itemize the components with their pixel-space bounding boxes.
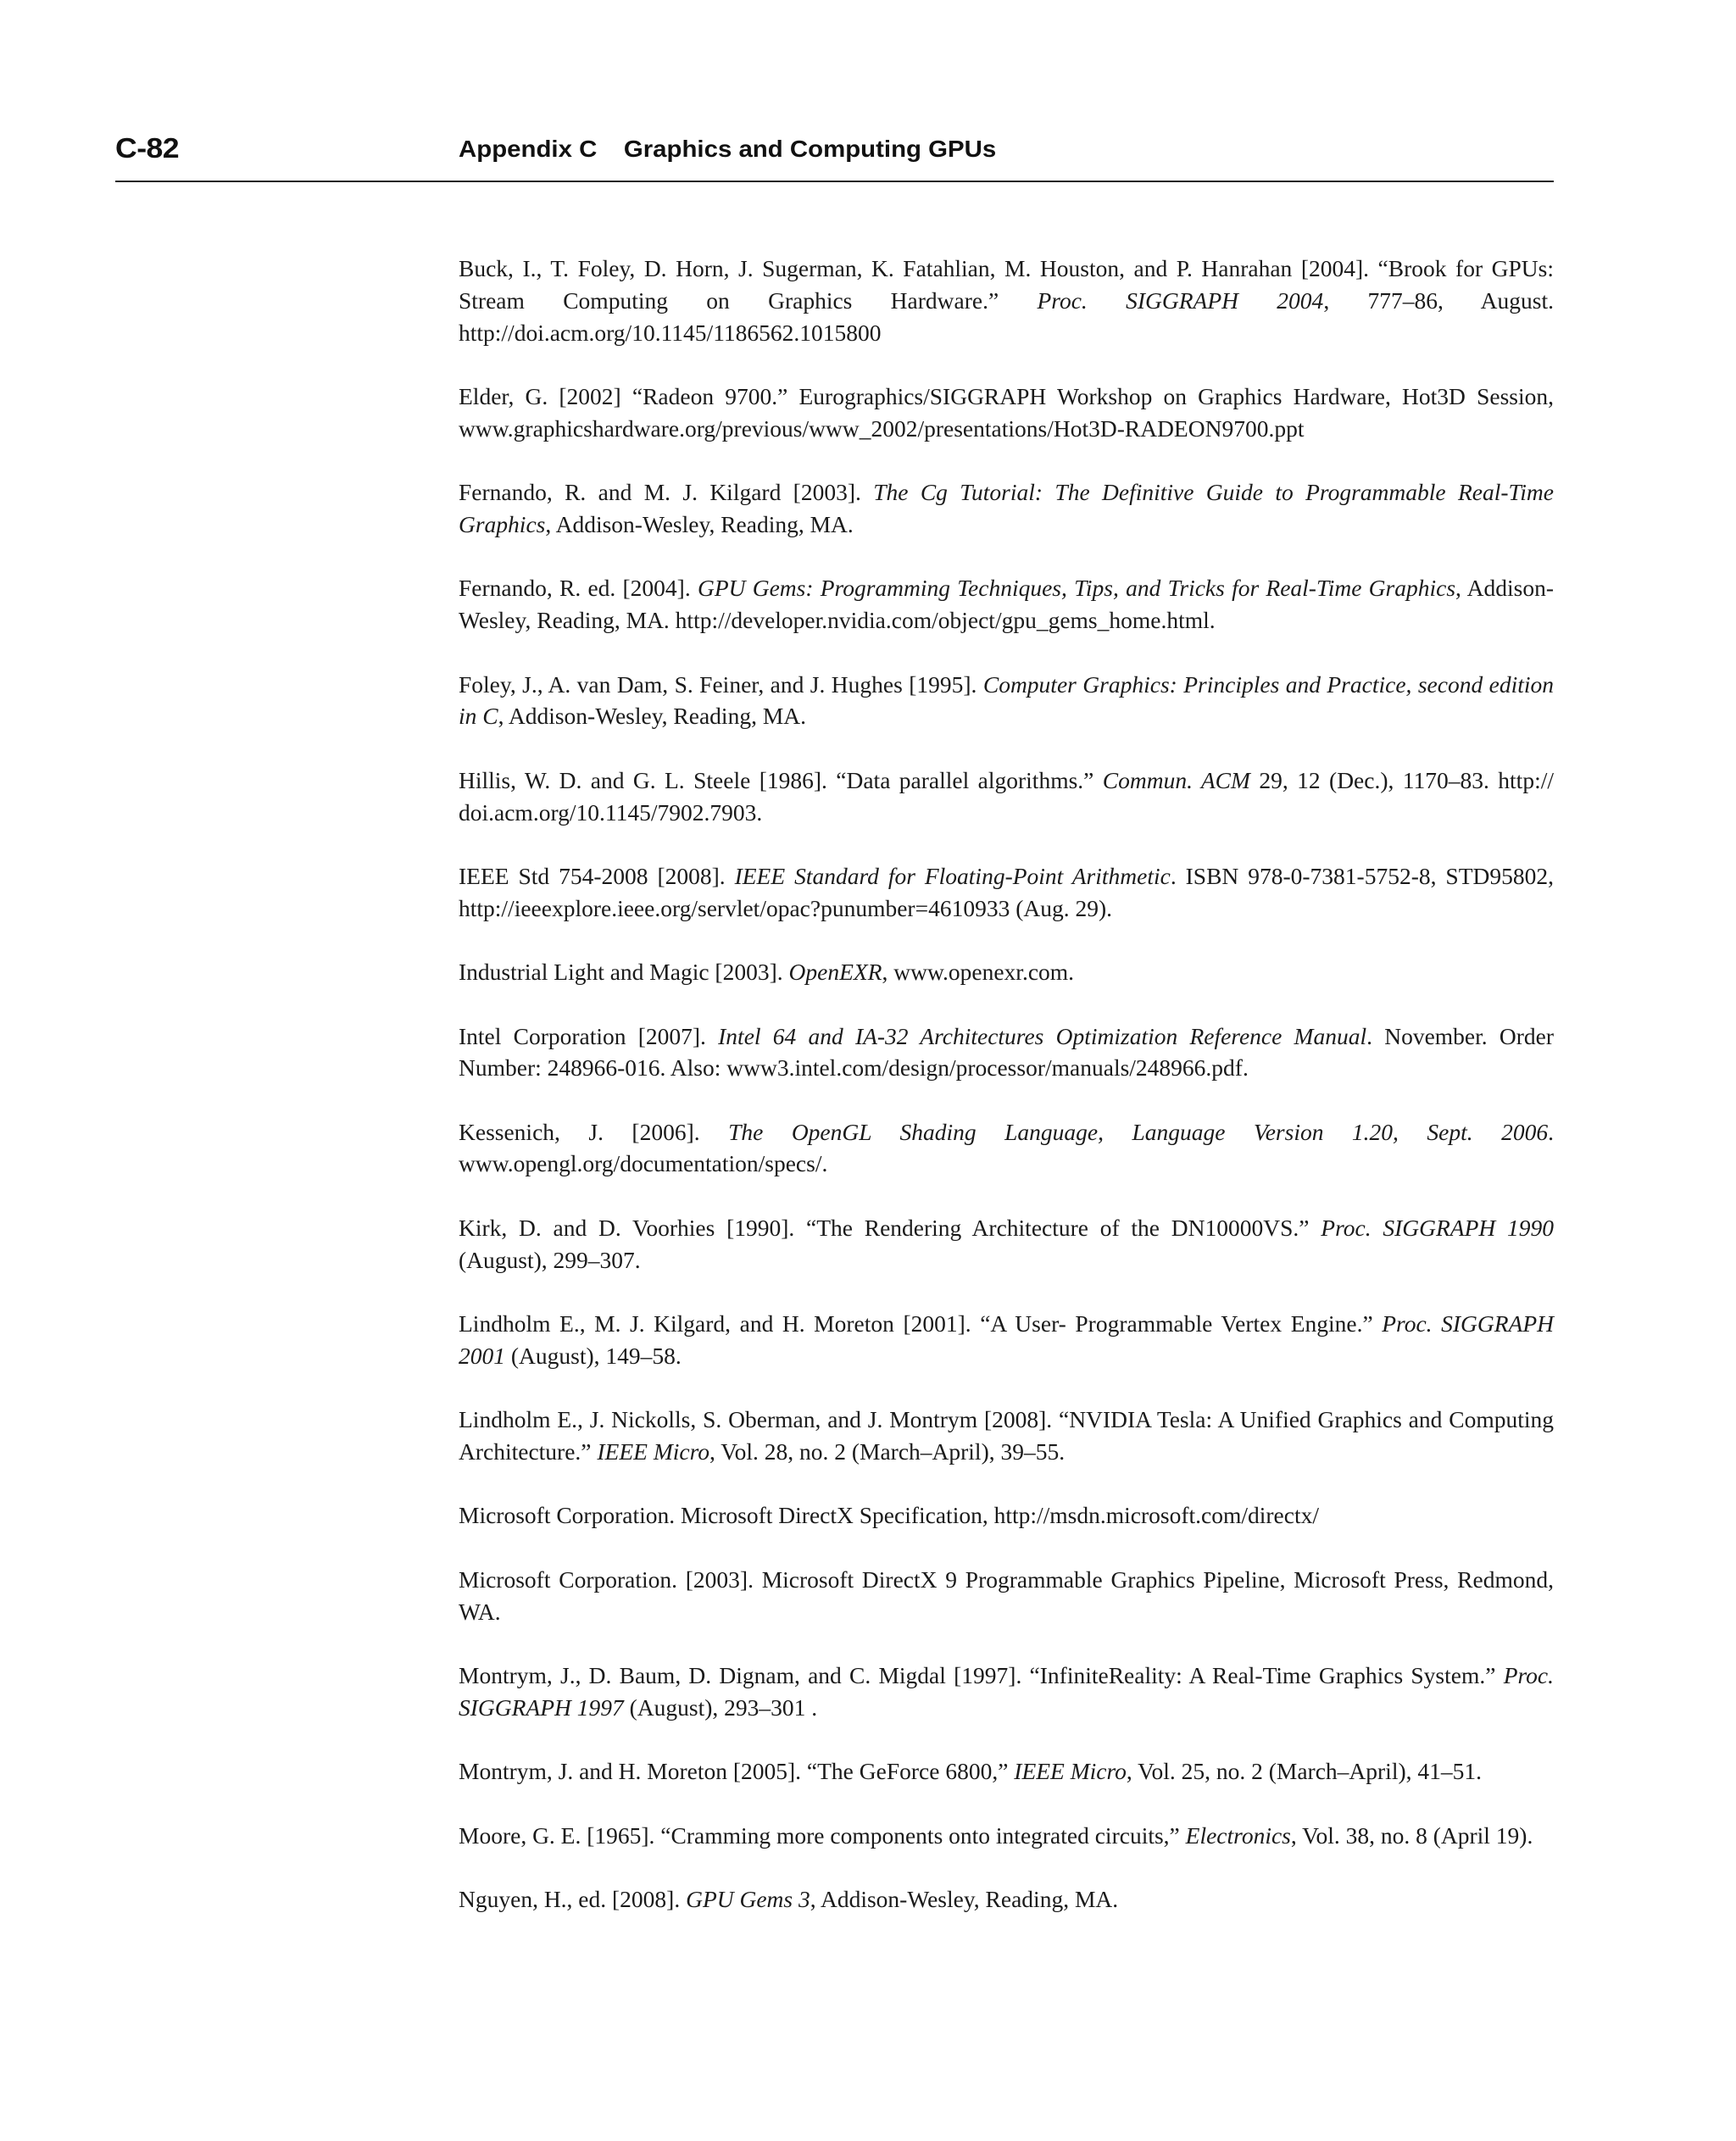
reference-entry <box>459 253 1554 348</box>
reference-text: Montrym, J., D. Baum, D. Dignam, and C. Migdal [1997]. “InfiniteReality: A Real-Time Graphics System.” <box>459 1662 1504 1689</box>
running-head <box>459 136 996 163</box>
reference-text: Montrym, J. and H. Moreton [2005]. “The GeForce 6800,” <box>459 1758 1015 1785</box>
reference-text: Fernando, R. ed. [2004]. <box>459 575 698 602</box>
reference-text: 29, 12 (Dec.), 1170–83. http:// doi.acm.org/10.1145/7902.7903. <box>459 766 1554 826</box>
reference-italic: OpenEXR <box>788 959 882 986</box>
reference-italic: Proc. SIGGRAPH 2004 <box>1037 286 1324 314</box>
reference-entry <box>459 1499 1554 1532</box>
reference-entry <box>459 476 1554 541</box>
reference-text: (August), 299–307. <box>459 1246 641 1273</box>
reference-italic: IEEE Micro <box>597 1438 710 1465</box>
reference-text: . ISBN 978-0-7381-5752-8, STD95802, http://ieeexplore.ieee.org/servlet/opac?punumber=4610933 (Aug. 29). <box>459 862 1554 921</box>
reference-entry <box>459 1755 1554 1788</box>
reference-text: Industrial Light and Magic [2003]. <box>459 959 789 986</box>
reference-entry <box>459 1883 1554 1916</box>
reference-entry <box>459 1116 1554 1181</box>
reference-list <box>459 253 1554 1947</box>
reference-italic: Computer Graphics: Principles and Practice, second edition in C <box>459 670 1555 730</box>
reference-entry <box>459 1404 1554 1468</box>
header-rule <box>115 181 1554 182</box>
chapter-title: Graphics and Computing GPUs <box>623 136 997 162</box>
page-number: C-82 <box>115 132 180 164</box>
reference-text: , 777–86, August. http://doi.acm.org/10.1145/1186562.1015800 <box>459 286 1554 346</box>
reference-italic: GPU Gems 3 <box>686 1885 810 1912</box>
reference-text: Elder, G. [2002] “Radeon 9700.” Eurographics/SIGGRAPH Workshop on Graphics Hardware, Hot3D Session, www.graphicshardware.org/previous/www_2002/presentations/Hot3D-RADEON9700.ppt <box>459 382 1554 442</box>
reference-entry <box>459 1308 1554 1372</box>
reference-entry <box>459 1020 1554 1085</box>
reference-text: , Addison-Wesley, Reading, MA. http://developer.nvidia.com/object/gpu_gems_home.html. <box>459 575 1555 634</box>
reference-italic: IEEE Micro <box>1014 1758 1127 1785</box>
reference-text: (August), 293–301 . <box>623 1693 818 1721</box>
reference-text: Microsoft Corporation. Microsoft DirectX Specification, http://msdn.microsoft.com/directx/ <box>459 1502 1320 1529</box>
reference-text: Lindholm E., J. Nickolls, S. Oberman, and J. Montrym [2008]. “NVIDIA Tesla: A Unified Graphics and Computing Architecture.” <box>459 1406 1554 1465</box>
reference-text: . November. Order Number: 248966-016. Also: www3.intel.com/design/processor/manuals/248966.pdf. <box>459 1022 1554 1082</box>
reference-entry <box>459 1820 1554 1852</box>
reference-italic: Proc. SIGGRAPH 1997 <box>459 1662 1554 1721</box>
reference-text: , Addison-Wesley, Reading, MA. <box>810 1885 1119 1912</box>
reference-text: Kirk, D. and D. Voorhies [1990]. “The Rendering Architecture of the DN10000VS.” <box>459 1214 1321 1241</box>
reference-text: Lindholm E., M. J. Kilgard, and H. Moreton [2001]. “A User- Programmable Vertex Engine.” <box>459 1310 1383 1337</box>
reference-text: , Vol. 28, no. 2 (March–April), 39–55. <box>709 1438 1066 1465</box>
reference-text: Hillis, W. D. and G. L. Steele [1986]. “Data parallel algorithms.” <box>459 766 1103 793</box>
reference-text: Intel Corporation [2007]. <box>459 1022 719 1049</box>
reference-entry <box>459 860 1554 925</box>
reference-entry <box>459 1212 1554 1276</box>
reference-text: Buck, I., T. Foley, D. Horn, J. Sugerman, K. Fatahlian, M. Houston, and P. Hanrahan [2004]. “Brook for GPUs: Stream Computing on Graphics Hardware.” <box>459 255 1554 314</box>
reference-text: Moore, G. E. [1965]. “Cramming more components onto integrated circuits,” <box>459 1821 1186 1849</box>
reference-italic: The Cg Tutorial: The Definitive Guide to Programmable Real-Time Graphics <box>459 479 1554 537</box>
reference-text: , www.openexr.com. <box>882 959 1075 986</box>
reference-italic: Intel 64 and IA-32 Architectures Optimization Reference Manual <box>718 1022 1367 1049</box>
reference-text: Nguyen, H., ed. [2008]. <box>459 1885 687 1912</box>
reference-italic: IEEE Standard for Floating-Point Arithmetic <box>734 862 1171 889</box>
reference-text: (August), 149–58. <box>505 1342 682 1369</box>
reference-text: , Vol. 38, no. 8 (April 19). <box>1290 1821 1533 1849</box>
reference-text: Microsoft Corporation. [2003]. Microsoft DirectX 9 Programmable Graphics Pipeline, Microsoft Press, Redmond, WA. <box>459 1565 1554 1625</box>
reference-text: , Addison-Wesley, Reading, MA. <box>545 510 854 537</box>
reference-entry <box>459 1564 1554 1628</box>
reference-italic: Electronics <box>1185 1821 1291 1849</box>
reference-entry <box>459 956 1554 988</box>
reference-text: , Addison-Wesley, Reading, MA. <box>498 703 807 730</box>
reference-text: Kessenich, J. [2006]. <box>459 1118 729 1145</box>
reference-italic: Commun. ACM <box>1102 766 1250 793</box>
reference-text: , Vol. 25, no. 2 (March–April), 41–51. <box>1126 1758 1482 1785</box>
reference-text: Foley, J., A. van Dam, S. Feiner, and J. Hughes [1995]. <box>459 670 983 698</box>
reference-italic: The OpenGL Shading Language, Language Version 1.20, Sept. 2006 <box>728 1118 1549 1145</box>
reference-italic: GPU Gems: Programming Techniques, Tips, and Tricks for Real-Time Graphics <box>697 575 1456 602</box>
reference-text: . www.opengl.org/documentation/specs/. <box>459 1118 1554 1177</box>
reference-entry <box>459 572 1554 637</box>
reference-text: Fernando, R. and M. J. Kilgard [2003]. <box>459 479 874 506</box>
appendix-label: Appendix C <box>459 136 598 162</box>
reference-entry <box>459 669 1554 733</box>
reference-italic: Proc. SIGGRAPH 2001 <box>459 1310 1554 1369</box>
reference-text: IEEE Std 754-2008 [2008]. <box>459 862 735 889</box>
reference-italic: Proc. SIGGRAPH 1990 <box>1321 1214 1554 1241</box>
reference-entry <box>459 1660 1554 1724</box>
reference-entry <box>459 765 1554 829</box>
reference-entry <box>459 381 1554 445</box>
